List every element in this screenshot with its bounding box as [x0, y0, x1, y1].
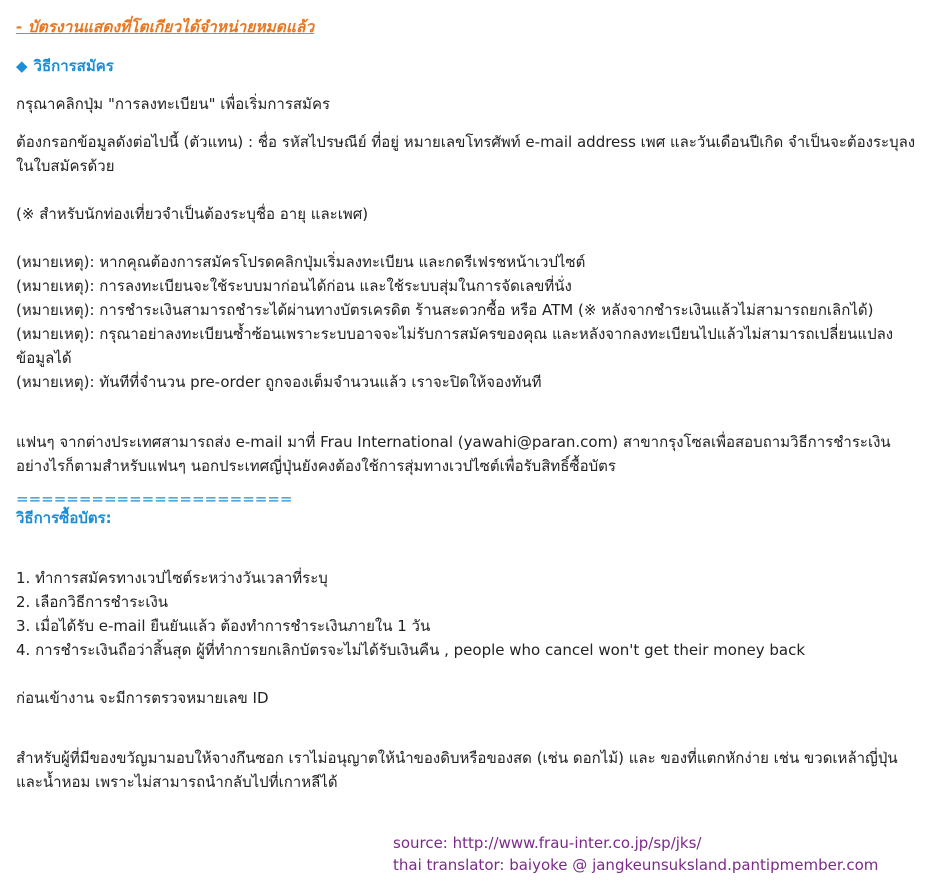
gift-note: สำหรับผู้ที่มีของขวัญมามอบให้จางกึนซอก เราไม่อนุญาตให้นำของดิบหรือของสด (เช่น ดอกไม้) และ ของที่แตกหักง่าย เช่น ขวดเหล้าญี่ปุ่นและน้ำหอม เพราะไม่สามารถนำกลับไปที่เกาหลีได้ [16, 749, 898, 791]
note-1: (หมายเหตุ): หากคุณต้องการสมัครโปรดคลิกปุ่มเริ่มลงทะเบียน และกดรีเฟรชหน้าเวปไซต์ [16, 253, 586, 271]
note-4: (หมายเหตุ): กรุณาอย่าลงทะเบียนซ้ำซ้อนเพราะระบบอาจจะไม่รับการสมัครของคุณ และหลังจากลงทะเบียนไปแล้วไม่สามารถเปลี่ยนแปลงข้อมูลได้ [16, 325, 894, 367]
click-instruction: กรุณาคลิกปุ่ม "การลงทะเบียน" เพื่อเริ่มการสมัคร [16, 95, 331, 113]
article-body [16, 14, 921, 794]
note-5: (หมายเหตุ): ทันทีที่จำนวน pre-order ถูกจองเต็มจำนวนแล้ว เราจะปิดให้จองทันที [16, 373, 542, 391]
source-credit: source: http://www.frau-inter.co.jp/sp/jks/ [393, 834, 702, 852]
id-check-note: ก่อนเข้างาน จะมีการตรวจหมายเลข ID [16, 689, 269, 707]
note-3: (หมายเหตุ): การชำระเงินสามารถชำระได้ผ่านทางบัตรเครดิต ร้านสะดวกซื้อ หรือ ATM (※ หลังจากชำระเงินแล้วไม่สามารถยกเลิกได้) [16, 301, 874, 319]
separator-line: ====================== [16, 490, 293, 508]
registration-title: วิธีการสมัคร [33, 57, 114, 75]
note-2: (หมายเหตุ): การลงทะเบียนจะใช้ระบบมาก่อนได้ก่อน และใช้ระบบสุ่มในการจัดเลขที่นั่ง [16, 277, 572, 295]
overseas-fans-note: แฟนๆ จากต่างประเทศสามารถส่ง e-mail มาที่ Frau International (yawahi@paran.com) สาขากรุงโซลเพื่อสอบถามวิธีการชำระเงิน อย่างไรก็ตามสำหรับแฟนๆ นอกประเทศญี่ปุ่นยังคงต้องใช้การสุ่มทางเวปไซต์เพื่อรับสิทธิ์ซื้อบัตร [16, 433, 891, 475]
section-heading-registration [16, 54, 921, 78]
section-heading-purchase: วิธีการซื้อบัตร: [16, 509, 112, 527]
diamond-icon: ◆ [16, 57, 28, 75]
credits [393, 832, 878, 876]
purchase-step-1: 1. ทำการสมัครทางเวปไซต์ระหว่างวันเวลาที่ระบุ [16, 569, 328, 587]
sold-out-notice: - บัตรงานแสดงที่โตเกียวได้จำหน่ายหมดแล้ว [16, 18, 315, 36]
tourist-note: (※ สำหรับนักท่องเที่ยวจำเป็นต้องระบุชื่อ อายุ และเพศ) [16, 205, 369, 223]
purchase-step-2: 2. เลือกวิธีการชำระเงิน [16, 593, 169, 611]
purchase-step-4: 4. การชำระเงินถือว่าสิ้นสุด ผู้ที่ทำการยกเลิกบัตรจะไม่ได้รับเงินคืน , people who cancel won't get their money back [16, 641, 806, 659]
translator-credit: thai translator: baiyoke @ jangkeunsuksland.pantipmember.com [393, 856, 879, 874]
purchase-step-3: 3. เมื่อได้รับ e-mail ยืนยันแล้ว ต้องทำการชำระเงินภายใน 1 วัน [16, 617, 431, 635]
required-info: ต้องกรอกข้อมูลดังต่อไปนี้ (ตัวแทน) : ชื่อ รหัสไปรษณีย์ ที่อยู่ หมายเลขโทรศัพท์ e-mail address เพศ และวันเดือนปีเกิด จำเป็นจะต้องระบุลงในใบสมัครด้วย [16, 133, 916, 175]
